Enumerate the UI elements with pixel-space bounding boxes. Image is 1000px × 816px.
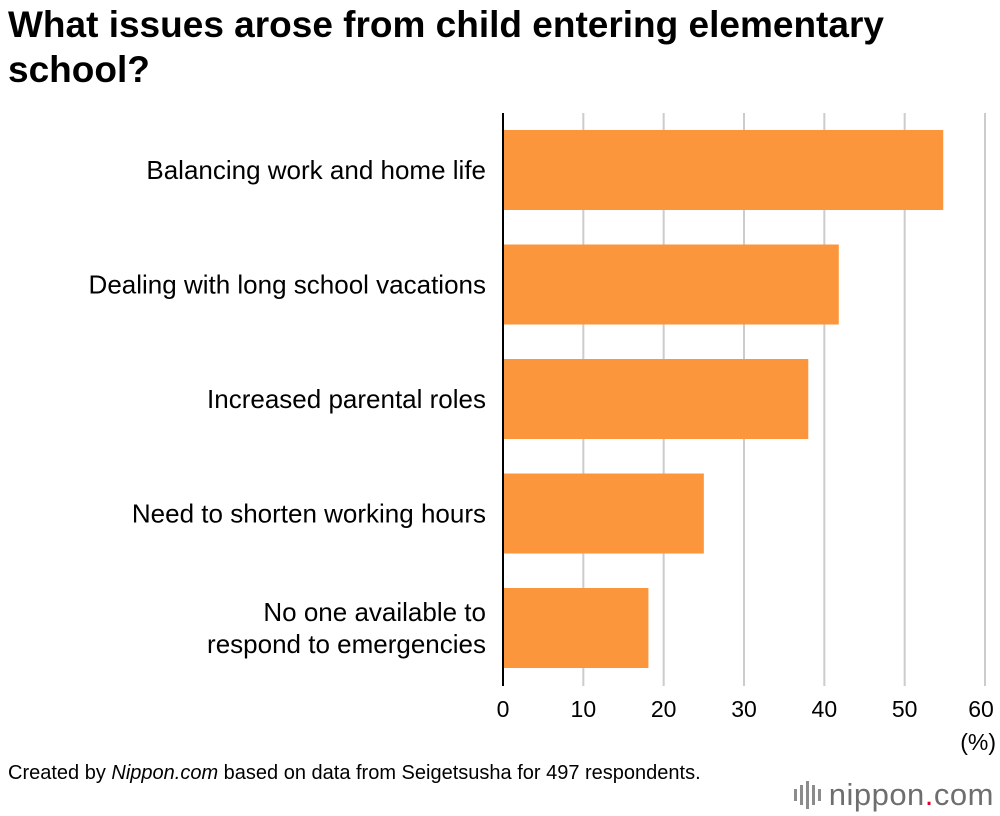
source-suffix: based on data from Seigetsusha for 497 respondents. <box>218 762 701 784</box>
bar <box>503 130 943 210</box>
bar <box>503 359 808 439</box>
logo-wordmark: nippon.com <box>828 777 994 812</box>
x-unit-label: (%) <box>960 729 996 755</box>
category-label: Increased parental roles <box>207 384 486 414</box>
category-label: Need to shorten working hours <box>131 498 486 529</box>
x-tick-labels <box>497 696 994 722</box>
x-tick-label: 60 <box>968 696 994 722</box>
category-labels <box>89 155 486 659</box>
bar <box>503 474 704 554</box>
category-label: Dealing with long school vacations <box>88 269 486 300</box>
x-tick-label: 30 <box>731 696 757 722</box>
x-tick-label: 50 <box>891 696 918 722</box>
source-site: Nippon.com <box>111 762 219 784</box>
bars <box>503 130 943 668</box>
bar <box>503 245 839 325</box>
chart-title: What issues arose from child entering elementary school? <box>8 4 884 90</box>
bar <box>503 588 648 668</box>
x-tick-label: 10 <box>570 696 597 722</box>
logo-bars-icon <box>794 781 821 809</box>
x-tick-label: 0 <box>496 696 510 722</box>
category-label: No one available to respond to emergencies <box>207 597 486 659</box>
x-tick-label: 40 <box>811 696 838 722</box>
category-label: Balancing work and home life <box>146 155 486 185</box>
x-tick-label: 20 <box>650 696 677 722</box>
source-prefix: Created by <box>8 762 112 784</box>
source-note <box>8 761 728 786</box>
nippon-logo <box>794 777 994 813</box>
